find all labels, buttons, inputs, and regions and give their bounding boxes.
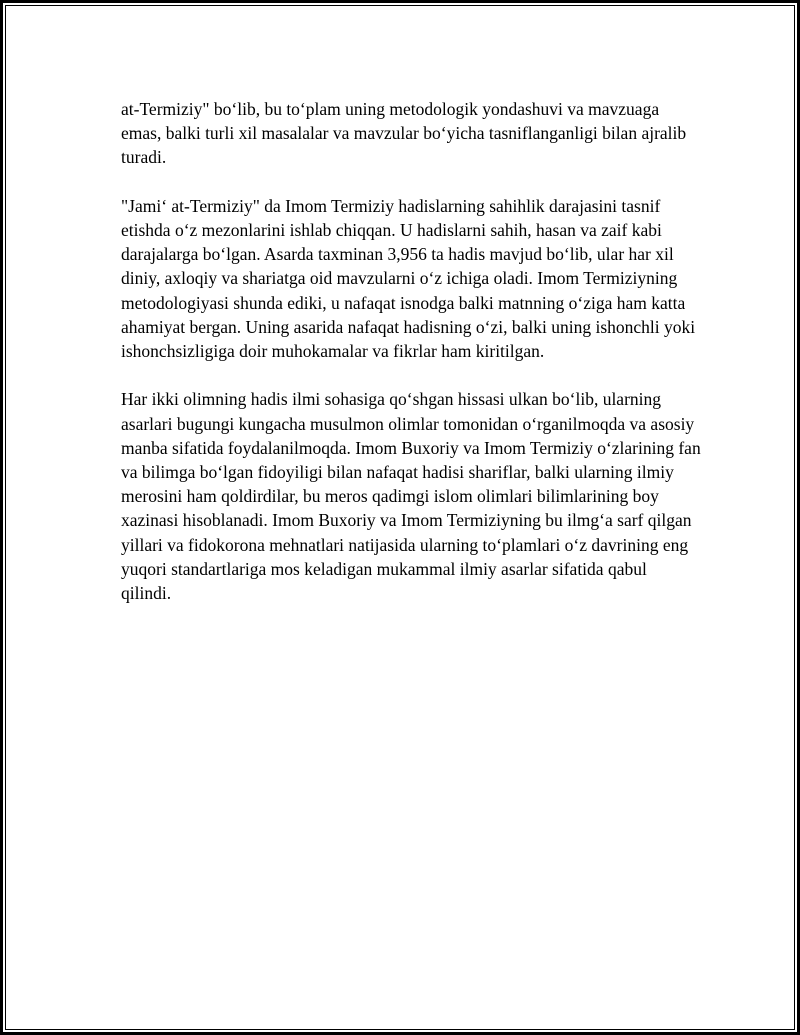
paragraph-scholars-contribution: Har ikki olimning hadis ilmi sohasiga qo‘shgan hissasi ulkan bo‘lib, ularning asarlari bugungi kungacha musulmon olimlar tomonidan o‘rganilmoqda va asosiy manba sifatida foydalanilmoqda. Imom Buxoriy va Imom Termiziy o‘zlarining fan va bilimga bo‘lgan fidoyiligi bilan nafaqat hadisi shariflar, balki ularning ilmiy merosini ham qoldirdilar, bu meros qadimgi islom olimlari bilimlarining boy xazinasi hisoblanadi. Imom Buxoriy va Imom Termiziyning bu ilmg‘a sarf qilgan yillari va fidokorona mehnatlari natijasida ularning to‘plamlari o‘z davrining eng yuqori standartlariga mos keladigan mukammal ilmiy asarlar sifatida qabul qilindi. bbox=[121, 389, 701, 604]
paragraph-jami-termiziy-methodology: "Jami‘ at-Termiziy" da Imom Termiziy hadislarning sahihlik darajasini tasnif etishda o‘z mezonlarini ishlab chiqqan. U hadislarni sahih, hasan va zaif kabi darajalarga bo‘lgan. Asarda taxminan 3,956 ta hadis mavjud bo‘lib, ular har xil diniy, axloqiy va shariatga oid mavzularni o‘z ichiga oladi. Imom Termiziyning metodologiyasi shunda ediki, u nafaqat isnodga balki matnning o‘ziga ham katta ahamiyat bergan. Uning asarida nafaqat hadisning o‘zi, balki uning ishonchli yoki ishonchsizligiga doir muhokamalar va fikrlar ham kiritilgan. bbox=[121, 195, 696, 362]
paragraph-termiziy-collection-intro: at-Termiziy" bo‘lib, bu to‘plam uning metodologik yondashuvi va mavzuaga emas, balki turli xil masalalar va mavzular bo‘yicha tasniflanganligi bilan ajralib turadi. bbox=[121, 99, 687, 168]
document-body bbox=[121, 97, 701, 629]
